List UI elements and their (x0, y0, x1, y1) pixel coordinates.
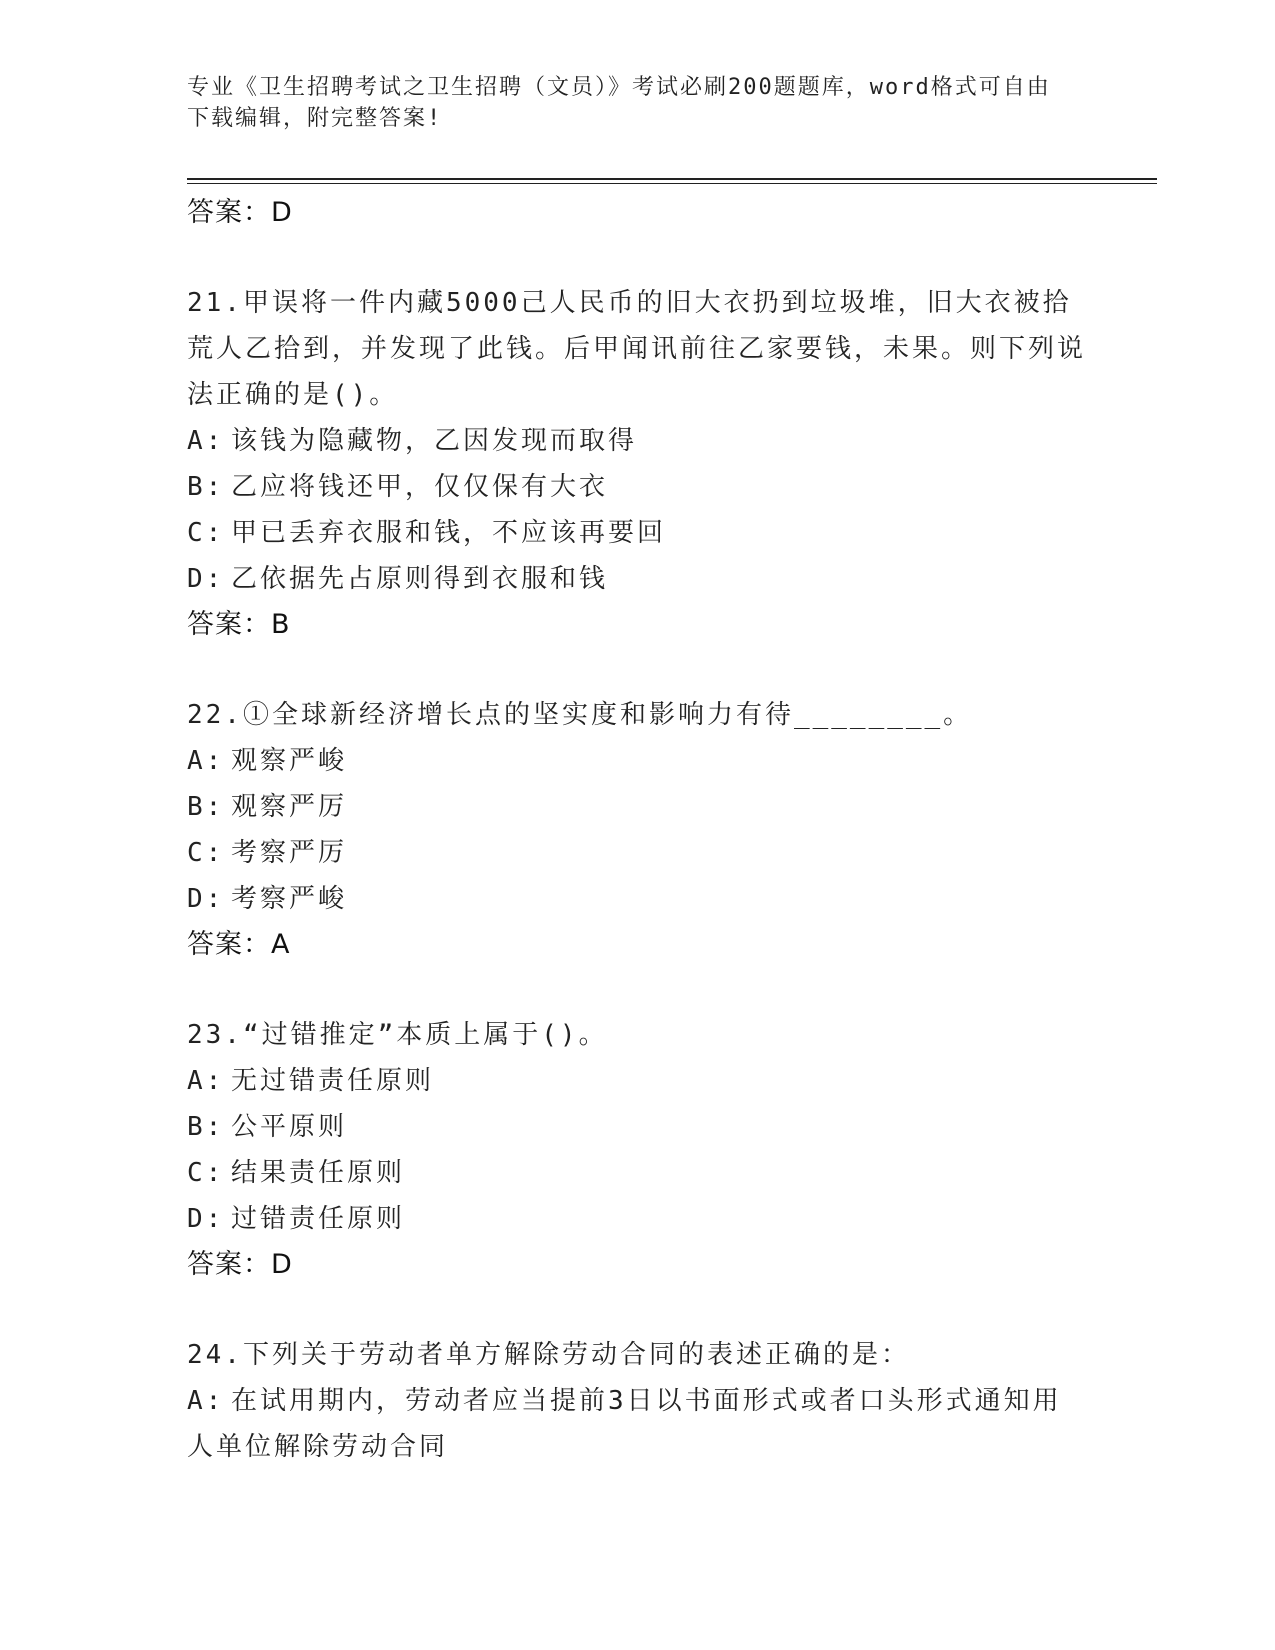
option-key: A: (187, 426, 225, 456)
option-key: A: (187, 1066, 225, 1096)
option-key: B: (187, 792, 225, 822)
option-a (187, 1378, 1087, 1470)
option-a (187, 1058, 1087, 1104)
option-text: 在试用期内，劳动者应当提前3日以书面形式或者口头形式通知用人单位解除劳动合同 (187, 1386, 1062, 1462)
option-key: D: (187, 884, 225, 914)
option-b (187, 464, 1087, 510)
document-body (187, 190, 1087, 1470)
option-b (187, 784, 1087, 830)
option-text: 甲已丢弃衣服和钱，不应该再要回 (231, 518, 667, 548)
option-key: A: (187, 746, 225, 776)
question-stem: 23.“过错推定”本质上属于()。 (187, 1020, 608, 1050)
option-key: C: (187, 518, 225, 548)
question-21 (187, 280, 1087, 648)
header-rule-thick (187, 178, 1157, 180)
option-a (187, 418, 1087, 464)
option-key: B: (187, 472, 225, 502)
header-rule-thin (187, 183, 1157, 184)
option-key: D: (187, 564, 225, 594)
answer-line: 答案：D (187, 1249, 293, 1280)
option-key: C: (187, 1158, 225, 1188)
option-b (187, 1104, 1087, 1150)
option-text: 该钱为隐藏物，乙因发现而取得 (231, 426, 638, 456)
option-text: 结果责任原则 (231, 1158, 406, 1188)
option-key: D: (187, 1204, 225, 1234)
option-text: 考察严厉 (231, 838, 348, 868)
option-d (187, 556, 1087, 602)
question-stem: 21.甲误将一件内藏5000己人民币的旧大衣扔到垃圾堆，旧大衣被拾荒人乙拾到，并发现了此钱。后甲闻讯前往乙家要钱，未果。则下列说法正确的是()。 (187, 288, 1087, 410)
option-c (187, 1150, 1087, 1196)
answer-line: 答案：A (187, 929, 291, 960)
question-stem: 22.①全球新经济增长点的坚实度和影响力有待________。 (187, 700, 973, 730)
option-c (187, 830, 1087, 876)
option-a (187, 738, 1087, 784)
question-23 (187, 1012, 1087, 1288)
option-text: 乙应将钱还甲，仅仅保有大衣 (231, 472, 609, 502)
option-text: 乙依据先占原则得到衣服和钱 (231, 564, 609, 594)
option-key: B: (187, 1112, 225, 1142)
option-key: C: (187, 838, 225, 868)
option-text: 观察严峻 (231, 746, 348, 776)
document-header: 专业《卫生招聘考试之卫生招聘（文员）》考试必刷200题题库，word格式可自由下载编辑，附完整答案! (187, 75, 1051, 131)
option-d (187, 876, 1087, 922)
option-c (187, 510, 1087, 556)
option-text: 观察严厉 (231, 792, 348, 822)
option-text: 无过错责任原则 (231, 1066, 435, 1096)
option-key: A: (187, 1386, 225, 1416)
option-text: 公平原则 (231, 1112, 348, 1142)
option-d (187, 1196, 1087, 1242)
question-stem: 24.下列关于劳动者单方解除劳动合同的表述正确的是： (187, 1340, 910, 1370)
previous-answer: 答案：D (187, 197, 293, 228)
question-24 (187, 1332, 1087, 1470)
question-22 (187, 692, 1087, 968)
answer-line: 答案：B (187, 609, 291, 640)
option-text: 考察严峻 (231, 884, 348, 914)
option-text: 过错责任原则 (231, 1204, 406, 1234)
